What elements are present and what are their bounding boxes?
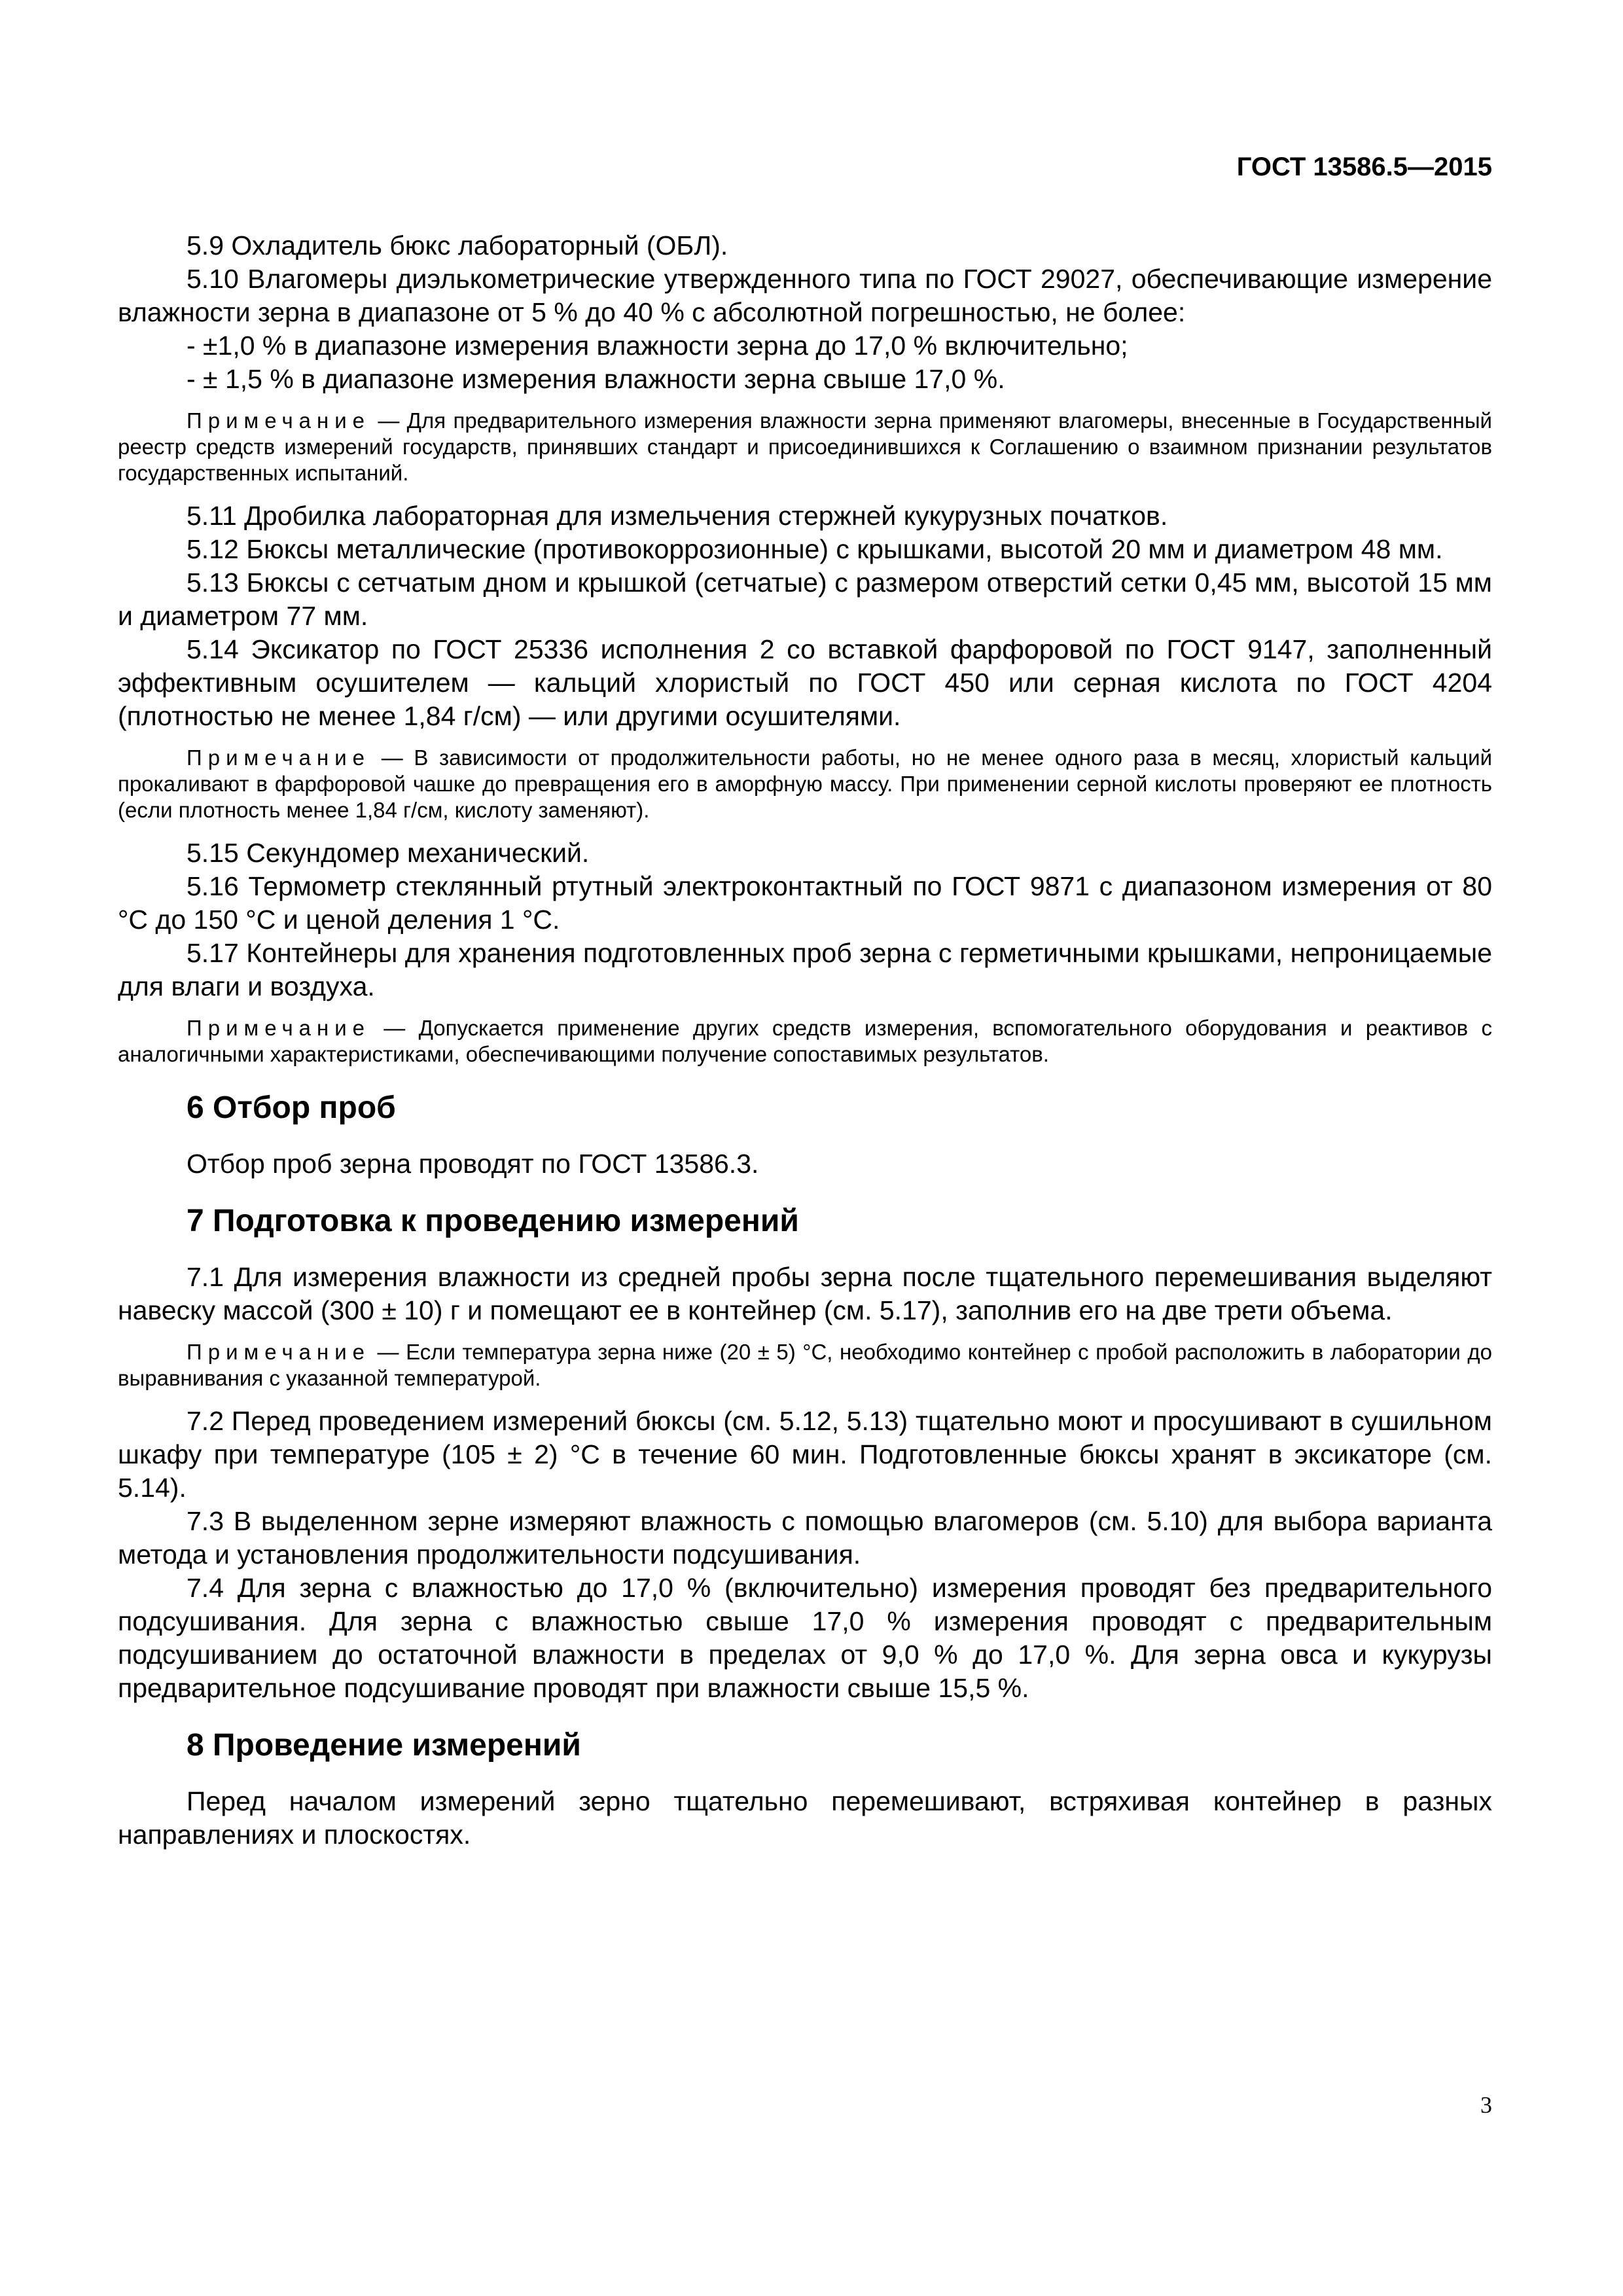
document-identifier: ГОСТ 13586.5—2015 xyxy=(1236,152,1492,181)
note xyxy=(118,1339,1492,1391)
clause-5-12: 5.12 Бюксы металлические (противокоррозионные) с крышками, высотой 20 мм и диаметром 48 мм. xyxy=(187,534,1443,564)
note-label: Примечание xyxy=(187,408,371,433)
note-label: Примечание xyxy=(187,1016,371,1040)
clause-7-3: 7.3 В выделенном зерне измеряют влажность с помощью влагомеров (см. 5.10) для выбора варианта метода и установления продолжительности подсушивания. xyxy=(118,1506,1492,1570)
note-text: — В зависимости от продолжительности работы, но не менее одного раза в месяц, хлористый кальций прокаливают в фарфоровой чашке до превращения его в аморфную массу. При применении серной кислоты проверяют ее плотность (если плотность менее 1,84 г/см, кислоту заменяют). xyxy=(118,745,1492,822)
note xyxy=(118,1015,1492,1067)
page-number: 3 xyxy=(1480,2092,1492,2118)
clause-5-16: 5.16 Термометр стеклянный ртутный электроконтактный по ГОСТ 9871 с диапазоном измерения от 80 °С до 150 °С и ценой деления 1 °С. xyxy=(118,871,1492,935)
clause-5-17: 5.17 Контейнеры для хранения подготовленных проб зерна с герметичными крышками, непроницаемые для влаги и воздуха. xyxy=(118,938,1492,1001)
clause-7-2: 7.2 Перед проведением измерений бюксы (см. 5.12, 5.13) тщательно моют и просушивают в сушильном шкафу при температуре (105 ± 2) °С в течение 60 мин. Подготовленные бюксы хранят в эксикаторе (см. 5.14). xyxy=(118,1406,1492,1503)
clause-5-14: 5.14 Эксикатор по ГОСТ 25336 исполнения 2 со вставкой фарфоровой по ГОСТ 9147, заполненный эффективным осушителем — кальций хлористый по ГОСТ 450 или серная кислота по ГОСТ 4204 (плотностью не менее 1,84 г/см) — или другими осушителями. xyxy=(118,634,1492,731)
section-6-text: Отбор проб зерна проводят по ГОСТ 13586.3. xyxy=(187,1149,759,1179)
note-label: Примечание xyxy=(187,745,371,770)
clause-7-1: 7.1 Для измерения влажности из средней пробы зерна после тщательного перемешивания выделяют навеску массой (300 ± 10) г и помещают ее в контейнер (см. 5.17), заполнив его на две трети объема. xyxy=(118,1262,1492,1325)
section-heading-6: 6 Отбор проб xyxy=(187,1090,396,1125)
section-heading-7: 7 Подготовка к проведению измерений xyxy=(187,1204,799,1238)
note-label: Примечание xyxy=(187,1340,371,1364)
clause-5-9: 5.9 Охладитель бюкс лабораторный (ОБЛ). xyxy=(187,230,728,260)
clause-5-10: 5.10 Влагомеры диэлькометрические утвержденного типа по ГОСТ 29027, обеспечивающие измерение влажности зерна в диапазоне от 5 % до 40 % с абсолютной погрешностью, не более: xyxy=(118,264,1492,327)
note xyxy=(118,408,1492,486)
list-item: - ±1,0 % в диапазоне измерения влажности зерна до 17,0 % включительно; xyxy=(187,331,1128,361)
note xyxy=(118,745,1492,823)
clause-5-11: 5.11 Дробилка лабораторная для измельчения стержней кукурузных початков. xyxy=(187,501,1168,531)
note-text: — Для предварительного измерения влажности зерна применяют влагомеры, внесенные в Государственный реестр средств измерений государств, принявших стандарт и присоединившихся к Соглашению о взаимном признании результатов государственных испытаний. xyxy=(118,408,1492,485)
section-8-text: Перед началом измерений зерно тщательно перемешивают, встряхивая контейнер в разных направлениях и плоскостях. xyxy=(118,1786,1492,1850)
section-heading-8: 8 Проведение измерений xyxy=(187,1728,581,1763)
list-item: - ± 1,5 % в диапазоне измерения влажности зерна свыше 17,0 %. xyxy=(187,364,1005,394)
clause-5-13: 5.13 Бюксы с сетчатым дном и крышкой (сетчатые) с размером отверстий сетки 0,45 мм, высотой 15 мм и диаметром 77 мм. xyxy=(118,567,1492,631)
clause-5-15: 5.15 Секундомер механический. xyxy=(187,838,590,868)
clause-7-4: 7.4 Для зерна с влажностью до 17,0 % (включительно) измерения проводят без предварительного подсушивания. Для зерна с влажностью свыше 17,0 % измерения проводят с предварительным подсушиванием до остаточной влажности в пределах от 9,0 % до 17,0 %. Для зерна овса и кукурузы предварительное подсушивание проводят при влажности свыше 15,5 %. xyxy=(118,1573,1492,1703)
note-text: — Допускается применение других средств измерения, вспомогательного оборудования и реактивов с аналогичными характеристиками, обеспечивающими получение сопоставимых результатов. xyxy=(118,1016,1492,1066)
note-text: — Если температура зерна ниже (20 ± 5) °С, необходимо контейнер с пробой расположить в лаборатории до выравнивания с указанной температурой. xyxy=(118,1340,1492,1390)
